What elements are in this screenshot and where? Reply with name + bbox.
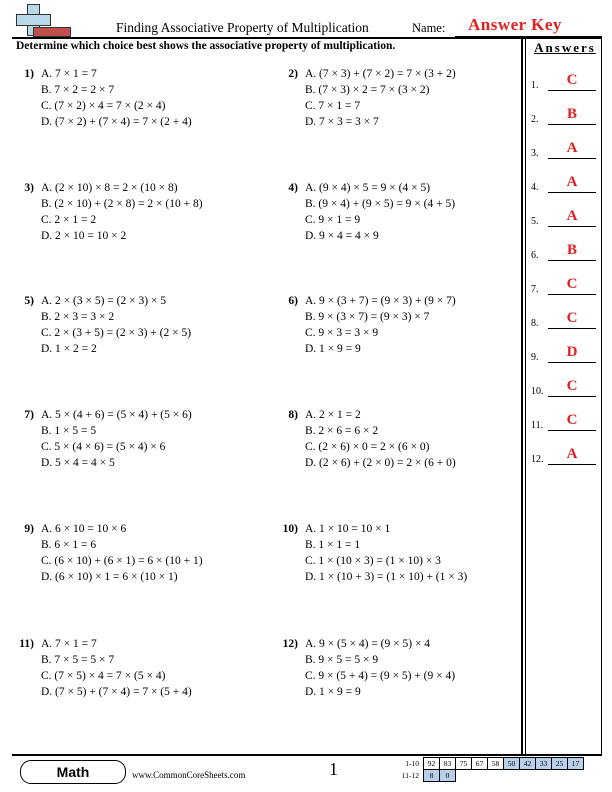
choice-b: B. 7 × 2 = 2 × 7	[41, 84, 115, 96]
question-number: 3)	[24, 182, 34, 194]
answer-value: A	[566, 208, 578, 224]
choice-a: A. 7 × 1 = 7	[41, 68, 97, 80]
answer-line	[548, 328, 596, 329]
choice-a: A. 2 × 1 = 2	[305, 409, 361, 421]
choice-b: B. 9 × 5 = 5 × 9	[305, 654, 379, 666]
choice-a: A. 1 × 10 = 10 × 1	[305, 523, 391, 535]
question-number: 6)	[288, 295, 298, 307]
choice-c: C. (7 × 2) × 4 = 7 × (2 × 4)	[41, 100, 166, 112]
answer-value: B	[566, 242, 577, 258]
choice-list	[41, 521, 203, 585]
logo-plus-horizontal	[16, 14, 51, 26]
answer-line	[548, 158, 596, 159]
choice-c: C. 7 × 1 = 7	[305, 100, 361, 112]
choice-list	[41, 180, 203, 244]
answer-slot	[531, 346, 601, 366]
answer-line	[548, 464, 596, 465]
answer-number: 2.	[531, 114, 539, 125]
choice-d: D. 5 × 4 = 4 × 5	[41, 457, 115, 469]
choice-list	[41, 636, 192, 700]
answer-value: D	[566, 344, 578, 360]
answer-key-label: Answer Key	[468, 15, 562, 34]
question-number: 8)	[288, 409, 298, 421]
answer-number: 10.	[531, 386, 544, 397]
answer-slot	[531, 278, 601, 298]
choice-b: B. (7 × 3) × 2 = 7 × (3 × 2)	[305, 84, 430, 96]
answer-number: 3.	[531, 148, 539, 159]
choice-b: B. 6 × 1 = 6	[41, 539, 97, 551]
answer-value: A	[566, 140, 578, 156]
choice-list	[41, 66, 192, 130]
answer-number: 9.	[531, 352, 539, 363]
score-row-label: 1-10	[405, 759, 419, 768]
answer-number: 7.	[531, 284, 539, 295]
answer-number: 4.	[531, 182, 539, 193]
choice-a: A. 6 × 10 = 10 × 6	[41, 523, 127, 535]
choice-d: D. 9 × 4 = 4 × 9	[305, 230, 379, 242]
bottom-rule	[12, 754, 602, 756]
choice-a: A. 7 × 1 = 7	[41, 638, 97, 650]
question-number: 10)	[282, 523, 298, 535]
choice-d: D. 7 × 3 = 3 × 7	[305, 116, 379, 128]
choice-c: C. (7 × 5) × 4 = 7 × (5 × 4)	[41, 670, 166, 682]
question-number: 1)	[24, 68, 34, 80]
choice-c: C. 9 × 3 = 3 × 9	[305, 327, 379, 339]
answer-value: C	[566, 276, 578, 292]
answer-number: 6.	[531, 250, 539, 261]
answer-number: 11.	[531, 420, 544, 431]
choice-d: D. 2 × 10 = 10 × 2	[41, 230, 127, 242]
choice-b: B. (9 × 4) + (9 × 5) = 9 × (4 + 5)	[305, 198, 456, 210]
choice-d: D. (2 × 6) + (2 × 0) = 2 × (6 + 0)	[305, 457, 456, 469]
answer-line	[548, 362, 596, 363]
choice-list	[305, 66, 456, 130]
choice-b: B. 1 × 1 = 1	[305, 539, 361, 551]
score-table	[397, 757, 584, 782]
choice-d: D. (7 × 5) + (7 × 4) = 7 × (5 + 4)	[41, 686, 192, 698]
instructions: Determine which choice best shows the associative property of multiplication.	[16, 40, 396, 52]
answer-slot	[531, 210, 601, 230]
choice-b: B. (2 × 10) + (2 × 8) = 2 × (10 + 8)	[41, 198, 203, 210]
choice-a: A. 5 × (4 + 6) = (5 × 4) + (5 × 6)	[41, 409, 192, 421]
score-row-label: 11-12	[401, 771, 419, 780]
answer-line	[548, 430, 596, 431]
name-label: Name:	[412, 21, 446, 35]
score-cell: 8	[424, 770, 440, 782]
site-url: www.CommonCoreSheets.com	[132, 770, 246, 780]
answer-column-divider-thin	[525, 37, 526, 754]
question-number: 9)	[24, 523, 34, 535]
choice-list	[41, 407, 192, 471]
answers-heading: Answers	[534, 40, 596, 55]
answer-line	[548, 192, 596, 193]
answer-line	[548, 226, 596, 227]
score-cell: 92	[424, 758, 440, 770]
top-rule	[12, 37, 602, 39]
answer-line	[548, 396, 596, 397]
choice-list	[305, 407, 456, 471]
answer-value: C	[566, 378, 578, 394]
choice-list	[305, 521, 467, 585]
score-cell: 25	[552, 758, 568, 770]
answer-slot	[531, 142, 601, 162]
subject-badge: Math	[20, 760, 126, 784]
choice-a: A. (2 × 10) × 8 = 2 × (10 × 8)	[41, 182, 178, 194]
choice-d: D. 1 × 9 = 9	[305, 686, 361, 698]
question-number: 4)	[288, 182, 298, 194]
score-cell: 42	[520, 758, 536, 770]
score-cell: 67	[472, 758, 488, 770]
choice-c: C. 2 × (3 + 5) = (2 × 3) + (2 × 5)	[41, 327, 192, 339]
answer-slot	[531, 448, 601, 468]
score-cell: 83	[440, 758, 456, 770]
answer-column-divider	[521, 37, 523, 754]
score-cell: 0	[440, 770, 456, 782]
choice-a: A. 2 × (3 × 5) = (2 × 3) × 5	[41, 295, 167, 307]
answer-slot	[531, 380, 601, 400]
answer-value: A	[566, 446, 578, 462]
choice-b: B. 9 × (3 × 7) = (9 × 3) × 7	[305, 311, 430, 323]
choice-d: D. (7 × 2) + (7 × 4) = 7 × (2 + 4)	[41, 116, 192, 128]
choice-c: C. (2 × 6) × 0 = 2 × (6 × 0)	[305, 441, 430, 453]
score-row	[397, 770, 584, 782]
answer-slot	[531, 176, 601, 196]
choice-a: A. (7 × 3) + (7 × 2) = 7 × (3 + 2)	[305, 68, 456, 80]
choice-b: B. 2 × 6 = 6 × 2	[305, 425, 379, 437]
answer-value: C	[566, 72, 578, 88]
choice-list	[41, 293, 191, 357]
answer-value: B	[566, 106, 577, 122]
choice-list	[305, 180, 455, 244]
score-cell: 17	[568, 758, 584, 770]
choice-list	[305, 636, 455, 700]
question-number: 5)	[24, 295, 34, 307]
answer-value: A	[566, 174, 578, 190]
choice-d: D. 1 × 9 = 9	[305, 343, 361, 355]
choice-a: A. (9 × 4) × 5 = 9 × (4 × 5)	[305, 182, 431, 194]
choice-c: C. 9 × (5 + 4) = (9 × 5) + (9 × 4)	[305, 670, 456, 682]
choice-list	[305, 293, 456, 357]
choice-c: C. 5 × (4 × 6) = (5 × 4) × 6	[41, 441, 166, 453]
answer-value: C	[566, 412, 578, 428]
answer-number: 8.	[531, 318, 539, 329]
answer-slot	[531, 74, 601, 94]
score-cell: 50	[504, 758, 520, 770]
answer-slot	[531, 108, 601, 128]
worksheet-title: Finding Associative Property of Multiplication	[116, 20, 369, 35]
choice-a: A. 9 × (3 + 7) = (9 × 3) + (9 × 7)	[305, 295, 456, 307]
choice-d: D. 1 × 2 = 2	[41, 343, 97, 355]
choice-c: C. 2 × 1 = 2	[41, 214, 97, 226]
answer-number: 1.	[531, 80, 539, 91]
question-number: 12)	[282, 638, 298, 650]
answer-line	[548, 90, 596, 91]
choice-c: C. 1 × (10 × 3) = (1 × 10) × 3	[305, 555, 441, 567]
score-row	[397, 758, 584, 770]
choice-b: B. 1 × 5 = 5	[41, 425, 97, 437]
page-number: 1	[329, 759, 338, 779]
answer-slot	[531, 414, 601, 434]
choice-c: C. 9 × 1 = 9	[305, 214, 361, 226]
answer-value: C	[566, 310, 578, 326]
choice-c: C. (6 × 10) + (6 × 1) = 6 × (10 + 1)	[41, 555, 203, 567]
answer-number: 5.	[531, 216, 539, 227]
answer-line	[548, 294, 596, 295]
question-number: 7)	[24, 409, 34, 421]
logo-bar	[33, 27, 71, 37]
answer-slot	[531, 312, 601, 332]
score-cell: 33	[536, 758, 552, 770]
score-cell: 75	[456, 758, 472, 770]
answer-line	[548, 260, 596, 261]
choice-b: B. 2 × 3 = 3 × 2	[41, 311, 115, 323]
answer-column-right-border	[601, 37, 602, 754]
choice-d: D. (6 × 10) × 1 = 6 × (10 × 1)	[41, 571, 178, 583]
score-cell: 58	[488, 758, 504, 770]
answer-slot	[531, 244, 601, 264]
choice-b: B. 7 × 5 = 5 × 7	[41, 654, 115, 666]
choice-d: D. 1 × (10 + 3) = (1 × 10) + (1 × 3)	[305, 571, 468, 583]
question-number: 11)	[19, 638, 34, 650]
answer-line	[548, 124, 596, 125]
choice-a: A. 9 × (5 × 4) = (9 × 5) × 4	[305, 638, 431, 650]
question-number: 2)	[288, 68, 298, 80]
answer-number: 12.	[531, 454, 544, 465]
